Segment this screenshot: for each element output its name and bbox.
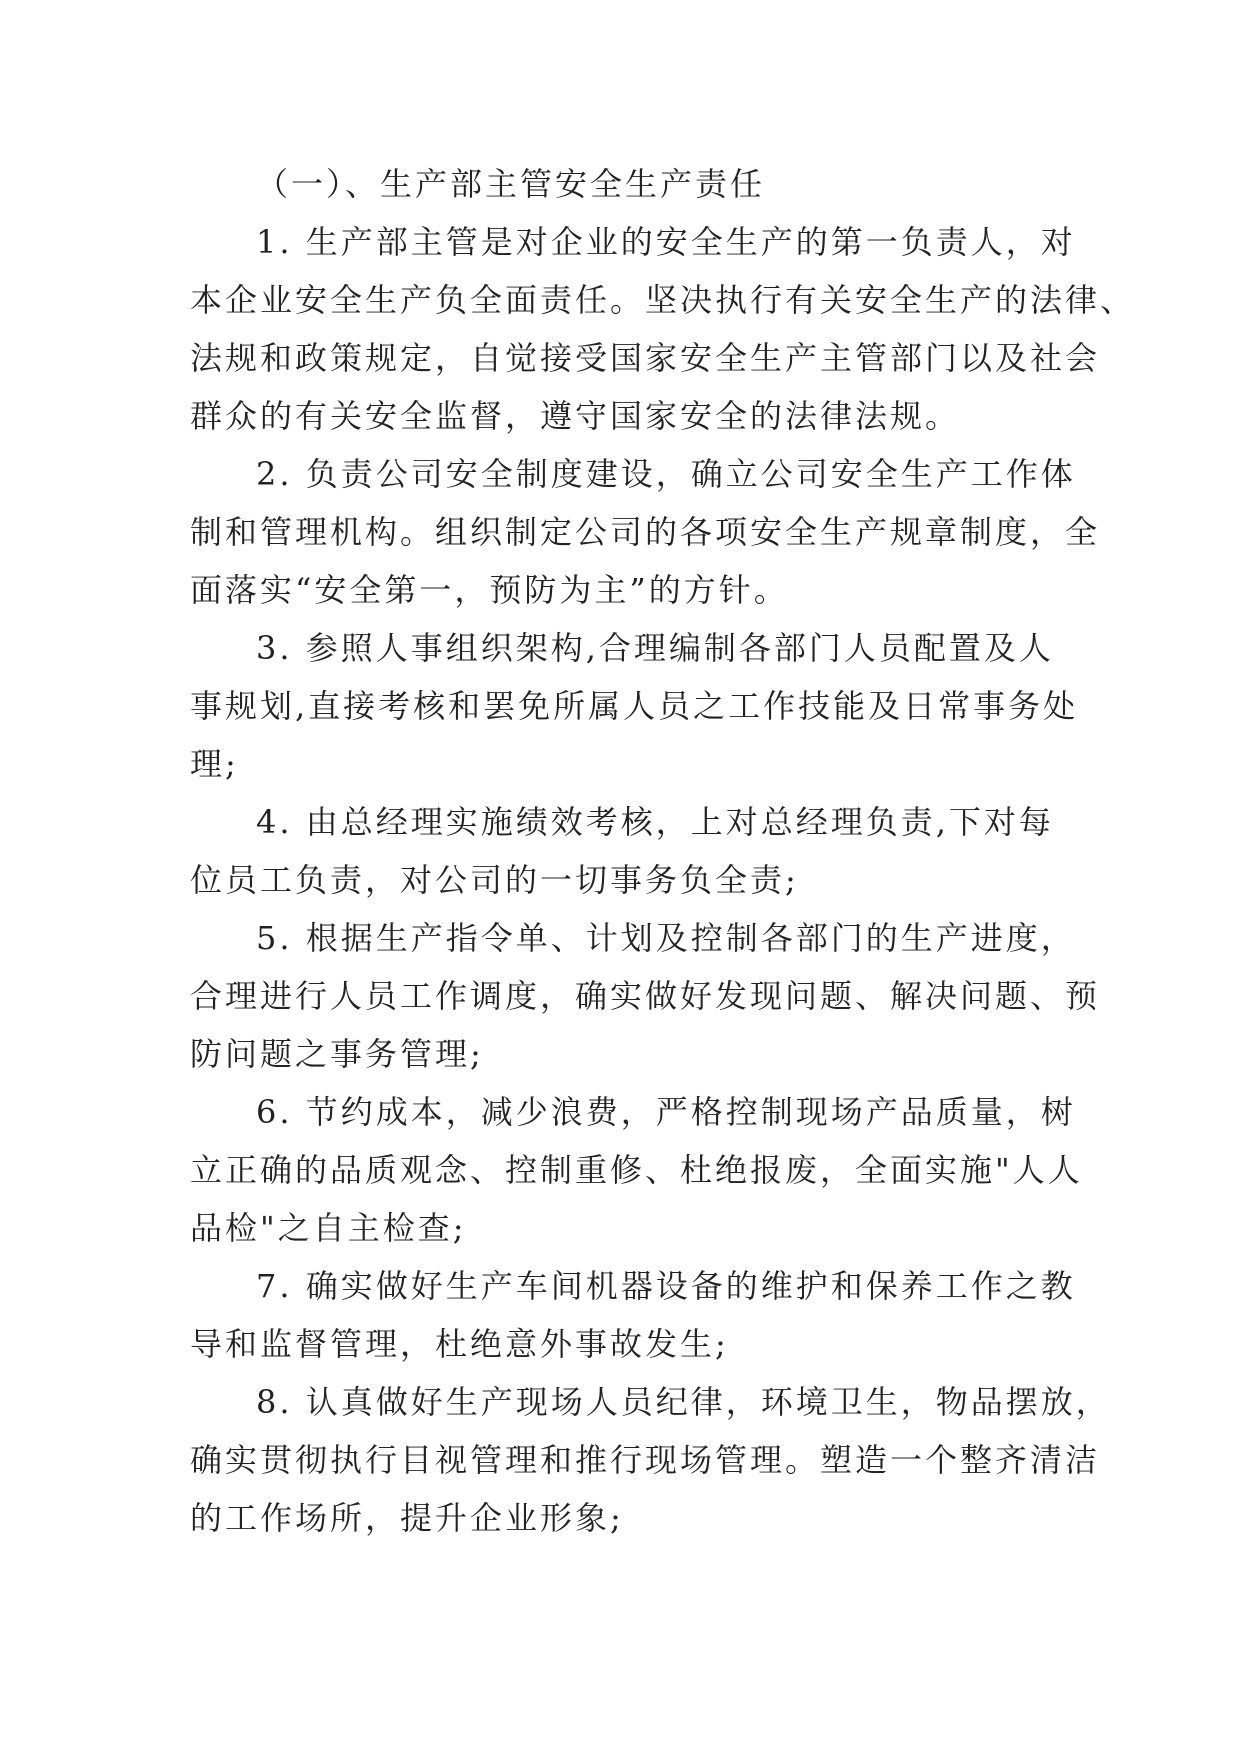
paragraph-line: 3. 参照人事组织架构,合理编制各部门人员配置及人 — [256, 629, 1054, 667]
paragraph-line: 7. 确实做好生产车间机器设备的维护和保养工作之教 — [256, 1267, 1076, 1305]
paragraph-line: 6. 节约成本，减少浪费，严格控制现场产品质量，树 — [256, 1093, 1076, 1131]
paragraph-line: 的工作场所，提升企业形象; — [190, 1499, 624, 1537]
paragraph-line: 面落实“安全第一，预防为主”的方针。 — [190, 571, 789, 609]
paragraph-line: 确实贯彻执行目视管理和推行现场管理。塑造一个整齐清洁 — [190, 1441, 1101, 1479]
paragraph-line: 群众的有关安全监督，遵守国家安全的法律法规。 — [190, 397, 961, 435]
paragraph-line: 2. 负责公司安全制度建设，确立公司安全生产工作体 — [256, 455, 1076, 493]
paragraph-line: 合理进行人员工作调度，确实做好发现问题、解决问题、预 — [190, 977, 1101, 1015]
paragraph-line: 8. 认真做好生产现场人员纪律，环境卫生，物品摆放， — [256, 1383, 1111, 1421]
section-heading: （一）、生产部主管安全生产责任 — [256, 165, 766, 203]
paragraph-line: 5. 根据生产指令单、计划及控制各部门的生产进度， — [256, 919, 1076, 957]
paragraph-line: 导和监督管理，杜绝意外事故发生; — [190, 1325, 729, 1363]
paragraph-line: 本企业安全生产负全面责任。坚决执行有关安全生产的法律、 — [190, 281, 1136, 319]
paragraph-line: 4. 由总经理实施绩效考核，上对总经理负责,下对每 — [256, 803, 1054, 841]
paragraph-line: 理; — [190, 745, 239, 783]
paragraph-line: 法规和政策规定，自觉接受国家安全生产主管部门以及社会 — [190, 339, 1101, 377]
paragraph-line: 品检"之自主检查; — [190, 1209, 467, 1247]
paragraph-line: 防问题之事务管理; — [190, 1035, 484, 1073]
paragraph-line: 位员工负责，对公司的一切事务负全责; — [190, 861, 799, 899]
paragraph-line: 制和管理机构。组织制定公司的各项安全生产规章制度，全 — [190, 513, 1101, 551]
paragraph-line: 立正确的品质观念、控制重修、杜绝报废，全面实施"人人 — [190, 1151, 1083, 1189]
paragraph-line: 1. 生产部主管是对企业的安全生产的第一负责人，对 — [256, 223, 1076, 261]
paragraph-line: 事规划,直接考核和罢免所属人员之工作技能及日常事务处 — [190, 687, 1079, 725]
